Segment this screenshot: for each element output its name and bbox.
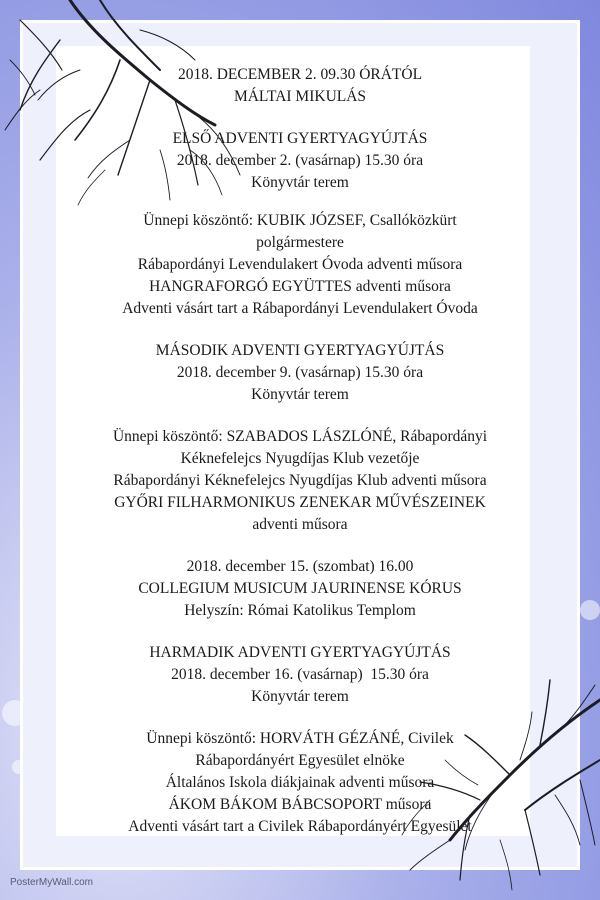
- event-block-second-advent: [50, 340, 550, 406]
- event-program: [50, 64, 550, 858]
- event-line: ÁKOM BÁKOM BÁBCSOPORT műsora: [168, 796, 432, 813]
- event-date: 2018. december 15. (szombat) 16.00: [186, 558, 414, 575]
- event-line: MÁLTAI MIKULÁS: [233, 88, 367, 105]
- event-line: Ünnepi köszöntő: SZABADOS LÁSZLÓNÉ, Rábapordányi: [112, 428, 488, 445]
- event-line: polgármestere: [256, 234, 344, 251]
- event-title: ELSŐ ADVENTI GYERTYAGYÚJTÁS: [172, 130, 428, 147]
- event-title: COLLEGIUM MUSICUM JAURINENSE KÓRUS: [138, 580, 462, 597]
- poster-credit: PosterMyWall.com: [10, 877, 93, 888]
- event-block-first-advent-details: [50, 210, 550, 320]
- event-line: HANGRAFORGÓ EGYÜTTES adventi műsora: [149, 278, 451, 295]
- event-venue: Könyvtár terem: [251, 386, 349, 403]
- event-venue: Helyszín: Római Katolikus Templom: [184, 602, 416, 619]
- event-title: MÁSODIK ADVENTI GYERTYAGYÚJTÁS: [155, 342, 445, 359]
- event-venue: Könyvtár terem: [251, 174, 349, 191]
- event-line: Ünnepi köszöntő: KUBIK JÓZSEF, Csallóközkürt: [143, 212, 457, 229]
- event-date: 2018. december 9. (vasárnap) 15.30 óra: [176, 364, 424, 381]
- event-block-third-advent-details: [50, 728, 550, 838]
- event-date: 2018. december 2. (vasárnap) 15.30 óra: [176, 152, 424, 169]
- event-line: GYŐRI FILHARMONIKUS ZENEKAR MŰVÉSZEINEK: [114, 494, 486, 511]
- event-line: Adventi vásárt tart a Rábapordányi Levendulakert Óvoda: [122, 300, 478, 317]
- event-line: Rábapordányi Levendulakert Óvoda adventi műsora: [137, 256, 463, 273]
- event-line: Rábapordányért Egyesület elnöke: [195, 752, 405, 769]
- event-date: 2018. december 16. (vasárnap) 15.30 óra: [171, 666, 429, 683]
- event-block-second-advent-details: [50, 426, 550, 536]
- snow-bokeh: [580, 600, 600, 620]
- event-line: 2018. DECEMBER 2. 09.30 ÓRÁTÓL: [177, 66, 423, 83]
- event-line: Rábapordányi Kéknefelejcs Nyugdíjas Klub adventi műsora: [113, 472, 487, 489]
- event-title: HARMADIK ADVENTI GYERTYAGYÚJTÁS: [149, 644, 451, 661]
- event-line: Ünnepi köszöntő: HORVÁTH GÉZÁNÉ, Civilek: [146, 730, 454, 747]
- event-block-first-advent: [50, 128, 550, 194]
- event-line: adventi műsora: [252, 516, 348, 533]
- event-block-third-advent: [50, 642, 550, 708]
- event-line: Általános Iskola diákjainak adventi műsora: [165, 774, 435, 791]
- event-block-choir: [50, 556, 550, 622]
- event-line: Adventi vásárt tart a Civilek Rábapordányért Egyesület: [128, 818, 472, 835]
- event-venue: Könyvtár terem: [251, 688, 349, 705]
- event-block-malta-mikulas: [50, 64, 550, 108]
- event-line: Kéknefelejcs Nyugdíjas Klub vezetője: [180, 450, 420, 467]
